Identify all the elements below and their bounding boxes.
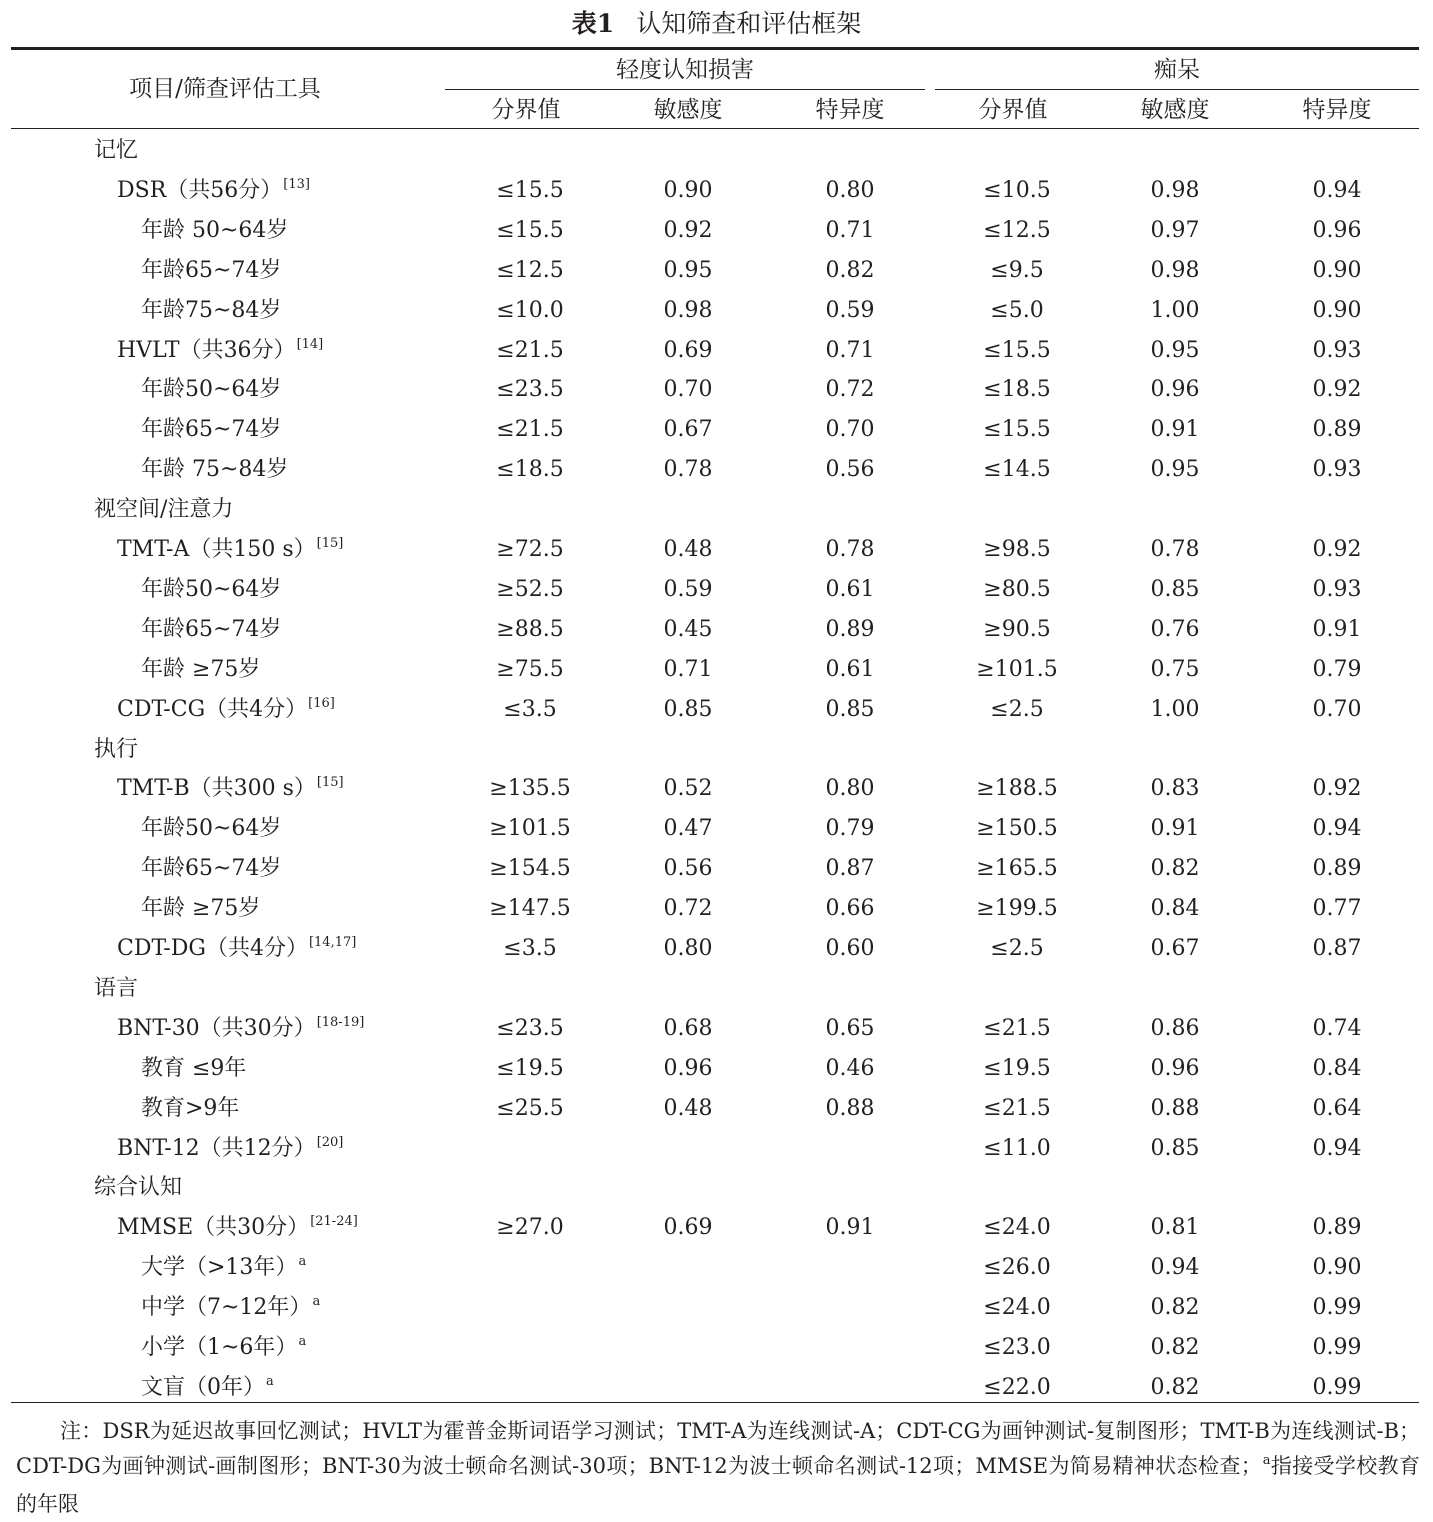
dementia-specificity-cell: 0.92	[1312, 537, 1362, 562]
dementia-cutoff-cell: ≤22.0	[983, 1374, 1051, 1400]
dementia-specificity-cell: 0.92	[1312, 776, 1362, 802]
row-label	[141, 1328, 306, 1371]
mci-specificity-cell: 0.61	[825, 576, 875, 602]
dementia-cutoff-cell: ≤5.0	[990, 297, 1044, 323]
category-row	[0, 1168, 1433, 1208]
dementia-cutoff-cell: ≤9.5	[990, 257, 1044, 283]
category-row	[0, 131, 1433, 171]
mci-cutoff-cell: ≤15.5	[496, 217, 564, 243]
mci-cutoff-cell: ≥101.5	[489, 816, 571, 842]
dementia-specificity-cell: 0.93	[1312, 576, 1362, 602]
row-label	[141, 1368, 274, 1411]
dementia-sensitivity-cell: 1.00	[1150, 297, 1200, 323]
subgroup-row	[0, 889, 1433, 929]
row-label-text: 执行	[94, 736, 139, 762]
row-label-text: 年龄65~74岁	[141, 417, 282, 443]
subgroup-row	[0, 1089, 1433, 1129]
row-label-text: 年龄50~64岁	[141, 377, 282, 403]
row-label	[141, 889, 260, 929]
row-label	[141, 650, 260, 690]
dementia-cutoff-cell: ≤2.5	[990, 936, 1044, 961]
dementia-specificity-cell: 0.93	[1312, 337, 1362, 363]
row-label	[117, 331, 323, 374]
row-label-text: BNT-12（共12分）	[117, 1135, 316, 1161]
dementia-cutoff-cell: ≥80.5	[983, 576, 1051, 602]
dementia-specificity-cell: 0.89	[1312, 856, 1362, 882]
footnote-tail: 指接受学校教育的年限	[16, 1454, 1420, 1516]
row-label-text: 教育>9年	[141, 1095, 240, 1121]
category-row	[0, 969, 1433, 1009]
row-label	[141, 1049, 246, 1089]
mci-specificity-cell: 0.78	[825, 537, 875, 562]
row-reference: a	[298, 1254, 307, 1270]
dementia-sensitivity-cell: 0.84	[1150, 896, 1200, 922]
row-label	[141, 570, 281, 610]
dementia-specificity-cell: 0.94	[1312, 1135, 1362, 1161]
mci-specificity-cell: 0.46	[825, 1055, 875, 1081]
row-reference: a	[266, 1373, 274, 1389]
row-label	[141, 251, 281, 291]
dementia-sensitivity-cell: 0.95	[1150, 457, 1200, 483]
category-row	[0, 730, 1433, 770]
dementia-specificity-cell: 0.99	[1312, 1295, 1362, 1321]
category-row	[0, 490, 1433, 530]
row-reference: [14,17]	[308, 935, 357, 950]
footnote-marker: a	[1262, 1453, 1271, 1468]
dementia-cutoff-cell: ≥199.5	[976, 896, 1058, 922]
tool-row	[0, 769, 1433, 809]
dementia-sensitivity-cell: 0.76	[1150, 616, 1200, 642]
dementia-specificity-cell: 0.90	[1312, 297, 1362, 323]
dementia-sensitivity-cell: 0.83	[1150, 776, 1200, 802]
dementia-cutoff-cell: ≤12.5	[983, 217, 1051, 243]
row-label	[94, 490, 233, 530]
mci-sensitivity-cell: 0.67	[663, 417, 713, 443]
dementia-specificity-cell: 0.89	[1312, 1215, 1362, 1241]
mci-sensitivity-cell: 0.52	[663, 776, 713, 802]
mci-cutoff-cell: ≤18.5	[496, 457, 564, 483]
row-label	[141, 1089, 239, 1129]
mci-sensitivity-cell: 0.78	[663, 457, 713, 483]
dementia-sensitivity-cell: 0.91	[1150, 816, 1200, 842]
subgroup-row	[0, 1288, 1433, 1328]
row-label-text: HVLT（共36分）	[117, 337, 296, 363]
table-title	[0, 6, 1433, 42]
dementia-cutoff-cell: ≤24.0	[983, 1295, 1051, 1321]
mci-sensitivity-cell: 0.59	[663, 576, 713, 602]
mci-cutoff-cell: ≥147.5	[489, 896, 571, 922]
row-label-text: 教育 ≤9年	[141, 1055, 247, 1081]
mci-sensitivity-cell: 0.45	[663, 616, 713, 642]
mci-sensitivity-cell: 0.80	[663, 936, 713, 961]
dementia-cutoff-cell: ≤23.0	[983, 1335, 1051, 1360]
dementia-specificity-cell: 0.70	[1312, 696, 1362, 722]
dementia-cutoff-cell: ≥150.5	[976, 816, 1058, 842]
dementia-sensitivity-cell: 0.82	[1150, 856, 1200, 882]
row-label-text: 语言	[94, 975, 139, 1001]
row-label	[141, 291, 281, 331]
row-label-text: 年龄 ≥75岁	[141, 656, 261, 682]
mci-cutoff-cell: ≥27.0	[496, 1215, 564, 1241]
row-label-text: 视空间/注意力	[94, 497, 234, 523]
row-label-text: 年龄 50~64岁	[141, 217, 289, 243]
dementia-specificity-cell: 0.74	[1312, 1015, 1362, 1041]
mci-sensitivity-cell: 0.92	[663, 217, 713, 243]
dementia-cutoff-cell: ≤10.5	[983, 177, 1051, 203]
row-label	[117, 769, 344, 812]
dementia-sensitivity-cell: 0.98	[1150, 177, 1200, 203]
tool-row	[0, 1009, 1433, 1049]
header-dementia-sensitivity: 敏感度	[1140, 97, 1210, 123]
row-label	[117, 530, 343, 573]
dementia-sensitivity-cell: 0.97	[1150, 217, 1200, 243]
tool-row	[0, 331, 1433, 371]
mci-cutoff-cell: ≥135.5	[489, 776, 571, 802]
row-label-text: BNT-30（共30分）	[117, 1015, 316, 1041]
row-label	[117, 1009, 364, 1052]
subgroup-row	[0, 650, 1433, 690]
mci-cutoff-cell: ≤12.5	[496, 257, 564, 283]
mci-sensitivity-cell: 0.56	[663, 856, 713, 882]
row-label-text: DSR（共56分）	[117, 177, 283, 203]
dementia-cutoff-cell: ≥188.5	[976, 776, 1058, 802]
subgroup-row	[0, 370, 1433, 410]
dementia-specificity-cell: 0.89	[1312, 417, 1362, 443]
mci-sensitivity-cell: 0.95	[663, 257, 713, 283]
subgroup-row	[0, 211, 1433, 251]
row-label	[94, 730, 138, 770]
mci-specificity-cell: 0.61	[825, 656, 875, 682]
dementia-specificity-cell: 0.64	[1312, 1095, 1362, 1121]
row-label-text: TMT-A（共150 s）	[117, 537, 316, 562]
row-reference: [15]	[316, 536, 344, 551]
dementia-specificity-cell: 0.79	[1312, 656, 1362, 682]
subgroup-row	[0, 610, 1433, 650]
header-dementia-specificity: 特异度	[1302, 97, 1372, 123]
subgroup-row	[0, 570, 1433, 610]
row-reference: [20]	[316, 1134, 344, 1150]
dementia-cutoff-cell: ≤14.5	[983, 457, 1051, 483]
header-mci-specificity: 特异度	[815, 97, 885, 123]
mci-sensitivity-cell: 0.85	[663, 696, 713, 722]
mci-group-rule	[445, 89, 925, 90]
tool-row	[0, 171, 1433, 211]
mci-specificity-cell: 0.80	[825, 776, 875, 802]
dementia-specificity-cell: 0.91	[1312, 616, 1362, 642]
dementia-specificity-cell: 0.99	[1312, 1374, 1362, 1400]
mci-cutoff-cell: ≥52.5	[496, 576, 564, 602]
row-label-text: 年龄50~64岁	[141, 816, 282, 842]
row-reference: a	[298, 1334, 307, 1349]
subgroup-row	[0, 1368, 1433, 1408]
mci-cutoff-cell: ≤21.5	[496, 417, 564, 443]
subgroup-row	[0, 291, 1433, 331]
subgroup-row	[0, 1328, 1433, 1368]
dementia-sensitivity-cell: 0.96	[1150, 1055, 1200, 1081]
dementia-sensitivity-cell: 0.78	[1150, 537, 1200, 562]
dementia-sensitivity-cell: 0.96	[1150, 377, 1200, 403]
dementia-cutoff-cell: ≥101.5	[976, 656, 1058, 682]
dementia-specificity-cell: 0.92	[1312, 377, 1362, 403]
mci-cutoff-cell: ≤19.5	[496, 1055, 564, 1081]
row-label	[141, 370, 281, 410]
dementia-specificity-cell: 0.77	[1312, 896, 1362, 922]
dementia-sensitivity-cell: 0.82	[1150, 1295, 1200, 1321]
dementia-specificity-cell: 0.99	[1312, 1335, 1362, 1360]
subgroup-row	[0, 251, 1433, 291]
dementia-sensitivity-cell: 0.98	[1150, 257, 1200, 283]
mci-specificity-cell: 0.88	[825, 1095, 875, 1121]
row-label	[94, 131, 138, 171]
mci-cutoff-cell: ≤3.5	[503, 936, 557, 961]
dementia-cutoff-cell: ≤18.5	[983, 377, 1051, 403]
dementia-sensitivity-cell: 0.67	[1150, 936, 1200, 961]
row-label	[141, 1248, 306, 1291]
dementia-cutoff-cell: ≤15.5	[983, 337, 1051, 363]
subgroup-row	[0, 410, 1433, 450]
row-label-text: 年龄65~74岁	[141, 856, 282, 882]
dementia-specificity-cell: 0.93	[1312, 457, 1362, 483]
row-reference: [18-19]	[316, 1014, 365, 1030]
dementia-specificity-cell: 0.96	[1312, 217, 1362, 243]
dementia-cutoff-cell: ≥90.5	[983, 616, 1051, 642]
row-label	[141, 809, 281, 849]
row-label-text: 年龄 ≥75岁	[141, 896, 261, 922]
dementia-sensitivity-cell: 0.82	[1150, 1374, 1200, 1400]
tool-row	[0, 1208, 1433, 1248]
mci-specificity-cell: 0.56	[825, 457, 875, 483]
mci-specificity-cell: 0.60	[825, 936, 875, 961]
mci-cutoff-cell: ≤21.5	[496, 337, 564, 363]
mci-specificity-cell: 0.85	[825, 696, 875, 722]
row-label	[94, 1168, 182, 1208]
mci-cutoff-cell: ≤25.5	[496, 1095, 564, 1121]
mci-cutoff-cell: ≥72.5	[496, 537, 564, 562]
mci-cutoff-cell: ≤3.5	[503, 696, 557, 722]
dementia-specificity-cell: 0.84	[1312, 1055, 1362, 1081]
row-label	[141, 450, 288, 490]
mci-specificity-cell: 0.80	[825, 177, 875, 203]
row-label	[141, 849, 281, 889]
row-label-text: 大学（>13年）	[141, 1255, 298, 1281]
mci-sensitivity-cell: 0.69	[663, 337, 713, 363]
mci-sensitivity-cell: 0.96	[663, 1055, 713, 1081]
row-reference: [21-24]	[310, 1214, 358, 1230]
table-number: 表1	[571, 9, 615, 38]
row-label	[94, 969, 138, 1009]
dementia-sensitivity-cell: 1.00	[1150, 696, 1200, 722]
mci-sensitivity-cell: 0.70	[663, 377, 713, 403]
row-label-text: 综合认知	[94, 1175, 183, 1201]
dementia-cutoff-cell: ≥98.5	[983, 537, 1051, 562]
mci-specificity-cell: 0.87	[825, 856, 875, 882]
row-label	[117, 171, 310, 214]
row-label-text: 年龄65~74岁	[141, 616, 282, 642]
row-label-text: 年龄65~74岁	[141, 257, 282, 283]
dementia-cutoff-cell: ≤2.5	[990, 696, 1044, 722]
subgroup-row	[0, 1049, 1433, 1089]
row-label-text: 记忆	[94, 138, 139, 163]
table-caption: 认知筛查和评估框架	[636, 9, 862, 38]
mci-sensitivity-cell: 0.72	[663, 896, 713, 922]
dementia-sensitivity-cell: 0.95	[1150, 337, 1200, 363]
mci-sensitivity-cell: 0.98	[663, 297, 713, 323]
header-mci-sensitivity: 敏感度	[653, 97, 723, 123]
mci-specificity-cell: 0.72	[825, 377, 875, 403]
dementia-sensitivity-cell: 0.75	[1150, 656, 1200, 682]
row-label	[117, 929, 356, 972]
mci-specificity-cell: 0.65	[825, 1015, 875, 1041]
tool-row	[0, 690, 1433, 730]
mci-specificity-cell: 0.71	[825, 337, 875, 363]
mci-specificity-cell: 0.82	[825, 257, 875, 283]
footnote-text: 注：DSR为延迟故事回忆测试；HVLT为霍普金斯词语学习测试；TMT-A为连线测试-A；CDT-CG为画钟测试-复制图形；TMT-B为连线测试-B；CDT-DG为画钟测试-画制图形；BNT-30为波士顿命名测试-30项；BNT-12为波士顿命名测试-12项；MMSE为简易精神状态检查；	[16, 1419, 1420, 1478]
mci-sensitivity-cell: 0.68	[663, 1015, 713, 1041]
dementia-cutoff-cell: ≤19.5	[983, 1055, 1051, 1081]
row-label-text: 小学（1~6年）	[141, 1335, 298, 1360]
row-label	[141, 610, 281, 650]
dementia-specificity-cell: 0.87	[1312, 936, 1362, 961]
mci-cutoff-cell: ≤23.5	[496, 377, 564, 403]
tool-row	[0, 1129, 1433, 1169]
table-footnote	[16, 1414, 1420, 1522]
dementia-cutoff-cell: ≤24.0	[983, 1215, 1051, 1241]
row-reference: [14]	[296, 336, 324, 352]
mci-specificity-cell: 0.70	[825, 417, 875, 443]
top-rule	[11, 47, 1419, 50]
mci-sensitivity-cell: 0.47	[663, 816, 713, 842]
header-rule	[11, 128, 1419, 129]
mci-sensitivity-cell: 0.71	[663, 656, 713, 682]
dementia-sensitivity-cell: 0.85	[1150, 576, 1200, 602]
mci-sensitivity-cell: 0.69	[663, 1215, 713, 1241]
header-item: 项目/筛查评估工具	[129, 76, 321, 102]
dementia-sensitivity-cell: 0.82	[1150, 1335, 1200, 1360]
dementia-specificity-cell: 0.90	[1312, 1255, 1362, 1281]
row-label-text: CDT-CG（共4分）	[117, 696, 308, 722]
mci-specificity-cell: 0.66	[825, 896, 875, 922]
dementia-specificity-cell: 0.90	[1312, 257, 1362, 283]
header-group-mci: 轻度认知损害	[616, 57, 754, 83]
mci-sensitivity-cell: 0.48	[663, 537, 713, 562]
mci-cutoff-cell: ≥75.5	[496, 656, 564, 682]
tool-row	[0, 929, 1433, 969]
row-label-text: 年龄50~64岁	[141, 576, 282, 602]
mci-cutoff-cell: ≥88.5	[496, 616, 564, 642]
row-label	[117, 690, 335, 733]
dementia-cutoff-cell: ≤15.5	[983, 417, 1051, 443]
mci-specificity-cell: 0.79	[825, 816, 875, 842]
row-label-text: MMSE（共30分）	[117, 1215, 310, 1241]
subgroup-row	[0, 1248, 1433, 1288]
row-reference: a	[312, 1294, 321, 1310]
row-label	[117, 1208, 358, 1251]
header-group-dementia: 痴呆	[1154, 57, 1200, 83]
dementia-cutoff-cell: ≥165.5	[976, 856, 1058, 882]
subgroup-row	[0, 450, 1433, 490]
dementia-cutoff-cell: ≤21.5	[983, 1015, 1051, 1041]
dementia-specificity-cell: 0.94	[1312, 177, 1362, 203]
dementia-cutoff-cell: ≤26.0	[983, 1255, 1051, 1281]
row-reference: [13]	[283, 176, 310, 192]
dementia-cutoff-cell: ≤11.0	[983, 1135, 1051, 1161]
mci-specificity-cell: 0.89	[825, 616, 875, 642]
dementia-specificity-cell: 0.94	[1312, 816, 1362, 842]
row-label	[141, 410, 281, 450]
dementia-sensitivity-cell: 0.81	[1150, 1215, 1200, 1241]
row-label-text: 文盲（0年）	[141, 1374, 265, 1400]
dementia-sensitivity-cell: 0.91	[1150, 417, 1200, 443]
row-label	[117, 1129, 343, 1172]
subgroup-row	[0, 849, 1433, 889]
dementia-group-rule	[935, 89, 1419, 90]
dementia-cutoff-cell: ≤21.5	[983, 1095, 1051, 1121]
row-label-text: TMT-B（共300 s）	[117, 776, 316, 802]
row-reference: [15]	[316, 775, 344, 791]
mci-cutoff-cell: ≤10.0	[496, 297, 564, 323]
mci-sensitivity-cell: 0.48	[663, 1095, 713, 1121]
row-reference: [16]	[308, 695, 335, 711]
row-label-text: 年龄 75~84岁	[141, 457, 289, 483]
subgroup-row	[0, 809, 1433, 849]
row-label-text: 中学（7~12年）	[141, 1295, 312, 1321]
dementia-sensitivity-cell: 0.86	[1150, 1015, 1200, 1041]
dementia-sensitivity-cell: 0.85	[1150, 1135, 1200, 1161]
header-dementia-cutoff: 分界值	[978, 97, 1048, 123]
dementia-sensitivity-cell: 0.94	[1150, 1255, 1200, 1281]
tool-row	[0, 530, 1433, 570]
mci-sensitivity-cell: 0.90	[663, 177, 713, 203]
row-label	[141, 1288, 320, 1331]
mci-cutoff-cell: ≥154.5	[489, 856, 571, 882]
mci-cutoff-cell: ≤15.5	[496, 177, 564, 203]
row-label-text: 年龄75~84岁	[141, 297, 282, 323]
header-mci-cutoff: 分界值	[491, 97, 561, 123]
mci-specificity-cell: 0.91	[825, 1215, 875, 1241]
mci-cutoff-cell: ≤23.5	[496, 1015, 564, 1041]
dementia-sensitivity-cell: 0.88	[1150, 1095, 1200, 1121]
mci-specificity-cell: 0.59	[825, 297, 875, 323]
mci-specificity-cell: 0.71	[825, 217, 875, 243]
row-label-text: CDT-DG（共4分）	[117, 936, 308, 961]
row-label	[141, 211, 288, 251]
